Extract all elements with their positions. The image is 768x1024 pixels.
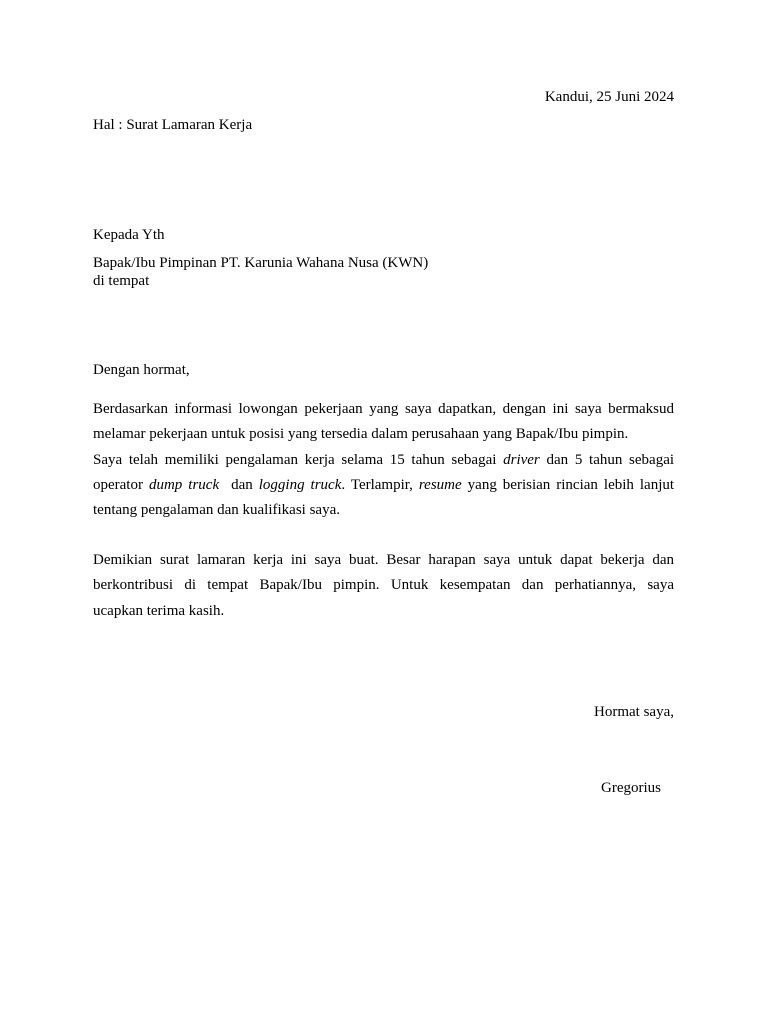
paragraph-2-row-1: Demikian surat lamaran kerja ini saya buat. Besar harapan saya untuk dapat bekerja dan xyxy=(93,552,674,568)
paragraph-2-row-3: ucapkan terima kasih. xyxy=(93,602,225,619)
paragraph-1-row-1: Berdasarkan informasi lowongan pekerjaan yang saya dapatkan, dengan ini saya bermaksud xyxy=(93,401,674,417)
paragraph-2-row-2: berkontribusi di tempat Bapak/Ibu pimpin. Untuk kesempatan dan perhatiannya, saya xyxy=(93,577,674,594)
body-paragraph-2 xyxy=(93,548,674,624)
recipient-place: di tempat xyxy=(93,273,150,289)
salutation: Dengan hormat, xyxy=(93,362,190,378)
recipient-name: Bapak/Ibu Pimpinan PT. Karunia Wahana Nusa (KWN) xyxy=(93,255,429,271)
logging-truck-term: logging truck xyxy=(258,476,342,493)
letter-subject: Hal : Surat Lamaran Kerja xyxy=(93,117,253,133)
body-paragraph-1 xyxy=(93,397,674,523)
closing: Hormat saya, xyxy=(594,704,674,720)
paragraph-1-row-5: tentang pengalaman dan kualifikasi saya. xyxy=(93,502,340,519)
paragraph-1-row-2: melamar pekerjaan untuk posisi yang tersedia dalam perusahaan yang Bapak/Ibu pimpin. xyxy=(93,426,629,443)
signature-name: Gregorius xyxy=(601,780,661,796)
driver-term: driver xyxy=(503,451,540,468)
paragraph-1-row-4: operator dump truck dan logging truck. Terlampir, resume yang berisian rincian lebih lanjut xyxy=(93,476,675,493)
dump-truck-term: dump truck xyxy=(148,476,220,493)
resume-term: resume xyxy=(418,476,462,493)
place-date: Kandui, 25 Juni 2024 xyxy=(544,89,674,105)
recipient-greeting: Kepada Yth xyxy=(93,227,165,243)
paragraph-1-row-3: Saya telah memiliki pengalaman kerja selama 15 tahun sebagai driver dan 5 tahun sebagai xyxy=(93,451,675,468)
